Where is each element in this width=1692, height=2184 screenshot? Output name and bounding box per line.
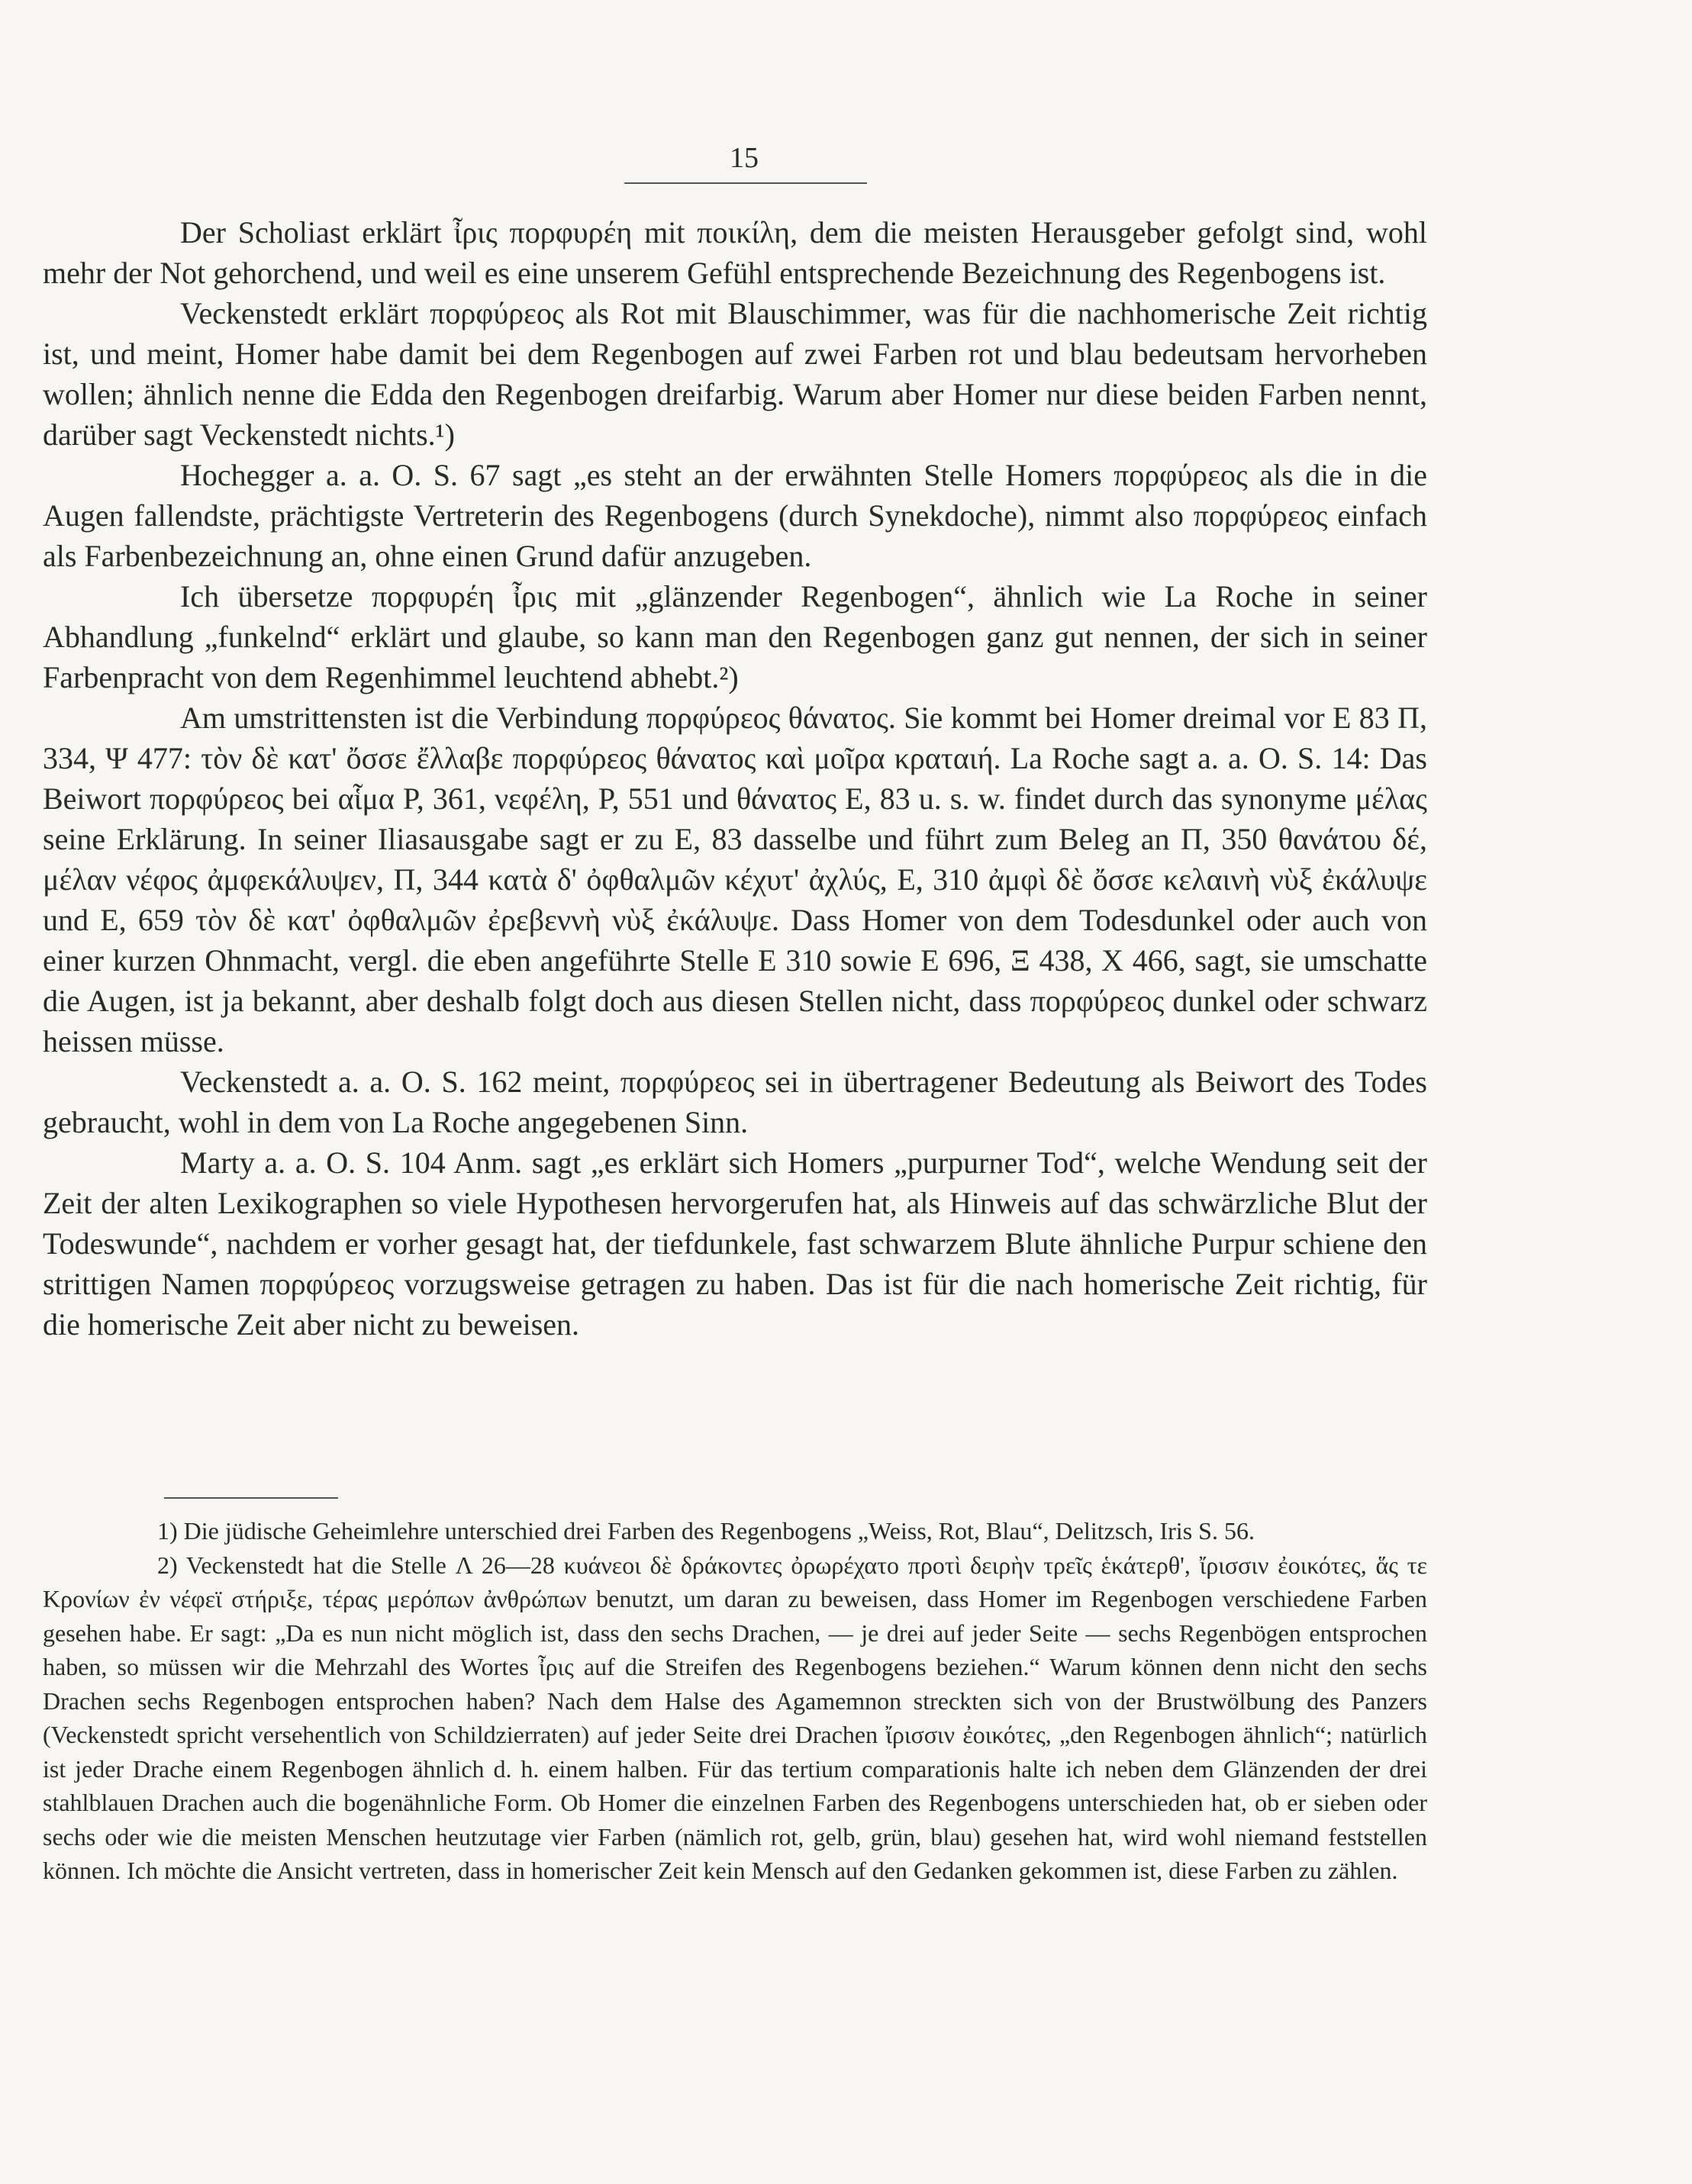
page-number: 15 [730, 142, 759, 174]
footnote-1: 1) Die jüdische Geheimlehre unterschied drei Farben des Regenbogens „Weiss, Rot, Blau“, Delitzsch, Iris S. 56. [157, 1517, 1255, 1545]
paragraph-marty: Marty a. a. O. S. 104 Anm. sagt „es erklärt sich Homers „purpurner Tod“, welche Wendung seit der Zeit der alten Lexikographen so viele Hypothesen hervorgerufen hat, als Hinweis auf das schwärzliche Blut der Todeswunde“, nachdem er vorher gesagt hat, der tiefdunkele, fast schwarzem Blute ähnliche Purpur schiene den strittigen Namen πορφύρεος vorzugsweise getragen zu haben. Das ist für die nach homerische Zeit richtig, für die homerische Zeit aber nicht zu beweisen. [43, 1145, 1427, 1342]
paragraph-veckenstedt: Veckenstedt erklärt πορφύρεος als Rot mit Blauschimmer, was für die nachhomerische Zeit richtig ist, und meint, Homer habe damit bei dem Regenbogen auf zwei Farben rot und blau bedeutsam hervorheben wollen; ähnlich nenne die Edda den Regenbogen dreifarbig. Warum aber Homer nur diese beiden Farben nennt, darüber sagt Veckenstedt nichts.¹) [43, 296, 1427, 452]
paragraph-translation: Ich übersetze πορφυρέη ἶρις mit „glänzender Regenbogen“, ähnlich wie La Roche in seiner Abhandlung „funkelnd“ erklärt und glaube, so kann man den Regenbogen ganz gut nennen, der sich in seiner Farbenpracht von dem Regenhimmel leuchtend abhebt.²) [43, 579, 1427, 694]
header-rule [624, 182, 867, 184]
paragraph-thanatos: Am umstrittensten ist die Verbindung πορφύρεος θάνατος. Sie kommt bei Homer dreimal vor E 83 Π, 334, Ψ 477: τὸν δὲ κατ' ὄσσε ἔλλαβε πορφύρεος θάνατος καὶ μοῖρα κραταιή. La Roche sagt a. a. O. S. 14: Das Beiwort πορφύρεος bei αἷμα P, 361, νεφέλη, P, 551 und θάνατος E, 83 u. s. w. findet durch das synonyme μέλας seine Erklärung. In seiner Iliasausgabe sagt er zu E, 83 dasselbe und führt zum Beleg an Π, 350 θανάτου δέ, μέλαν νέφος ἀμφεκάλυψεν, Π, 344 κατὰ δ' ὀφθαλμῶν κέχυτ' ἀχλύς, E, 310 ἀμφὶ δὲ ὄσσε κελαινὴ νὺξ ἐκάλυψε und E, 659 τὸν δὲ κατ' ὀφθαλμῶν ἐρεβεννὴ νὺξ ἐκάλυψε. Dass Homer von dem Todesdunkel oder auch von einer kurzen Ohnmacht, vergl. die eben angeführte Stelle E 310 sowie E 696, Ξ 438, X 466, sagt, sie umschatte die Augen, ist ja bekannt, aber deshalb folgt doch aus diesen Stellen nicht, dass πορφύρεος dunkel oder schwarz heissen müsse. [43, 701, 1427, 1058]
footnote-2: 2) Veckenstedt hat die Stelle Λ 26—28 κυάνεοι δὲ δράκοντες ὀρωρέχατο προτὶ δειρὴν τρεῖς ἑκάτερθ', ἴρισσιν ἐοικότες, ἅς τε Κρονίων ἐν νέφεϊ στήριξε, τέρας μερόπων ἀνθρώπων benutzt, um daran zu beweisen, dass Homer im Regenbogen verschiedene Farben gesehen habe. Er sagt: „Da es nun nicht möglich ist, dass den sechs Drachen, — je drei auf jeder Seite — sechs Regenbögen entsprochen haben, so müssen wir die Mehrzahl des Wortes ἶρις auf die Streifen des Regenbogens beziehen.“ Warum können denn nicht den sechs Drachen sechs Regenbogen entsprochen haben? Nach dem Halse des Agamemnon streckten sich von der Brustwölbung des Panzers (Veckenstedt spricht versehentlich von Schildzierraten) auf jeder Seite drei Drachen ἴρισσιν ἐοικότες, „den Regenbogen ähnlich“; natürlich ist jeder Drache einem Regenbogen ähnlich d. h. einem halben. Für das tertium comparationis halte ich neben dem Glänzenden der drei stahlblauen Drachen auch die bogenähnliche Form. Ob Homer die einzelnen Farben des Regenbogens unterschieden hat, ob er sieben oder sechs oder wie die meisten Menschen heutzutage vier Farben (nämlich rot, gelb, grün, blau) gesehen hat, wird wohl niemand feststellen können. Ich möchte die Ansicht vertreten, dass in homerischer Zeit kein Mensch auf den Gedanken gekommen ist, diese Farben zu zählen. [43, 1551, 1427, 1884]
paragraph-scholiast: Der Scholiast erklärt ἶρις πορφυρέη mit ποικίλη, dem die meisten Herausgeber gefolgt sind, wohl mehr der Not gehorchend, und weil es eine unserem Gefühl entsprechende Bezeichnung des Regenbogens ist. [43, 215, 1427, 290]
footnote-rule [164, 1497, 338, 1499]
paragraph-hochegger: Hochegger a. a. O. S. 67 sagt „es steht an der erwähnten Stelle Homers πορφύρεος als die in die Augen fallendste, prächtigste Vertreterin des Regenbogens (durch Synekdoche), nimmt also πορφύρεος einfach als Farbenbezeichnung an, ohne einen Grund dafür anzugeben. [43, 458, 1427, 573]
body-text [43, 212, 1427, 1345]
footnotes [43, 1514, 1427, 1888]
paragraph-veckenstedt-2: Veckenstedt a. a. O. S. 162 meint, πορφύρεος sei in übertragener Bedeutung als Beiwort des Todes gebraucht, wohl in dem von La Roche angegebenen Sinn. [43, 1065, 1427, 1139]
